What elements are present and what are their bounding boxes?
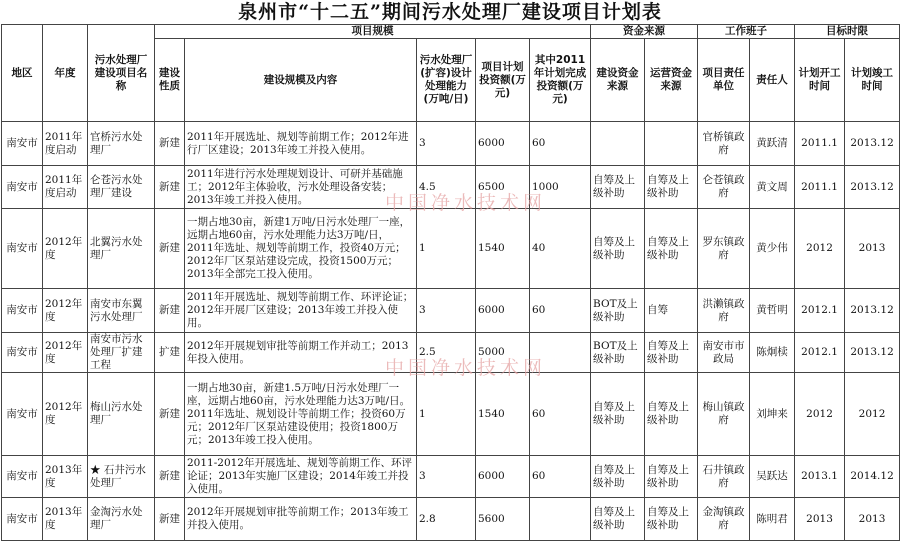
cell-content: 一期占地30亩，新建1.5万吨/日污水处理厂一座，远期占地60亩，污水处理能力达3万吨/日。2011年选址、规划设计等前期工作；投资60万元；2012年厂区泵站建设使用；投资1800万元；2013年竣工投入使用。: [185, 373, 417, 456]
header-investment: 项目计划投资额(万元): [476, 39, 530, 122]
cell-name: 梅山污水处理厂: [88, 373, 155, 456]
cell-region: 南安市: [2, 373, 43, 456]
cell-nature: 扩建: [155, 333, 185, 373]
header-group-target: 目标时限: [795, 25, 900, 39]
cell-operation-fund: [645, 122, 698, 166]
page-title: 泉州市“十二五”期间污水处理厂建设项目计划表: [238, 1, 662, 23]
cell-planned-2011: 60: [530, 456, 591, 498]
cell-planned-2011: 60: [530, 122, 591, 166]
cell-plan-complete: 2013: [845, 209, 900, 289]
cell-plan-start: 2012: [795, 373, 845, 456]
cell-plan-start: 2013: [795, 498, 845, 541]
cell-responsible-unit: 梅山镇政府: [698, 373, 750, 456]
cell-year: 2011年度启动: [43, 166, 88, 209]
project-plan-table: [1, 24, 900, 541]
table-row: [2, 209, 900, 289]
cell-responsible-unit: 洪濑镇政府: [698, 289, 750, 333]
table-row: [2, 498, 900, 541]
cell-plan-start: 2013.1: [795, 456, 845, 498]
cell-responsible-unit: 仑苍镇政府: [698, 166, 750, 209]
cell-investment: 1540: [476, 373, 530, 456]
cell-plan-complete: 2013.12: [845, 122, 900, 166]
cell-construction-fund: 自筹及上级补助: [591, 456, 645, 498]
cell-capacity: 2.5: [417, 333, 476, 373]
cell-responsible-person: 刘坤来: [750, 373, 795, 456]
cell-investment: 6000: [476, 122, 530, 166]
table-row: [2, 333, 900, 373]
cell-construction-fund: 自筹及上级补助: [591, 373, 645, 456]
cell-nature: 新建: [155, 498, 185, 541]
cell-capacity: 1: [417, 373, 476, 456]
cell-region: 南安市: [2, 456, 43, 498]
header-capacity: 污水处理厂(扩容)设计处理能力(万吨/日): [417, 39, 476, 122]
cell-year: 2013年度: [43, 456, 88, 498]
table-row: [2, 289, 900, 333]
header-planned-2011: 其中2011年计划完成投资额(万元): [530, 39, 591, 122]
table-row: [2, 122, 900, 166]
cell-nature: 新建: [155, 122, 185, 166]
cell-construction-fund: 自筹及上级补助: [591, 166, 645, 209]
cell-region: 南安市: [2, 498, 43, 541]
cell-responsible-person: 黄少伟: [750, 209, 795, 289]
cell-planned-2011: [530, 333, 591, 373]
header-construction-fund: 建设资金来源: [591, 39, 645, 122]
cell-planned-2011: 1000: [530, 166, 591, 209]
cell-plan-start: 2011.1: [795, 166, 845, 209]
cell-operation-fund: 自筹及上级补助: [645, 333, 698, 373]
cell-plan-complete: 2014.12: [845, 456, 900, 498]
cell-name: ★ 石井污水处理厂: [88, 456, 155, 498]
cell-content: 一期占地30亩，新建1万吨/日污水处理厂一座，远期占地60亩，污水处理能力达3万吨/日，2011年选址、规划等前期工作，投资40万元；2012年厂区泵站建设完成，投资1500万元；2013年全部完工投入使用。: [185, 209, 417, 289]
header-content: 建设规模及内容: [185, 39, 417, 122]
cell-responsible-unit: 罗东镇政府: [698, 209, 750, 289]
cell-construction-fund: 自筹及上级补助: [591, 209, 645, 289]
cell-operation-fund: 自筹及上级补助: [645, 456, 698, 498]
cell-year: 2013年度: [43, 498, 88, 541]
cell-year: 2012年度: [43, 289, 88, 333]
cell-investment: 5600: [476, 498, 530, 541]
watermark: 中国净水技术网: [385, 192, 547, 214]
cell-name: 金淘污水处理厂: [88, 498, 155, 541]
cell-plan-complete: 2012: [845, 373, 900, 456]
cell-operation-fund: 自筹及上级补助: [645, 166, 698, 209]
cell-plan-start: 2012.1: [795, 333, 845, 373]
cell-construction-fund: 自筹及上级补助: [591, 498, 645, 541]
cell-responsible-person: 陈炯椟: [750, 333, 795, 373]
cell-planned-2011: 40: [530, 209, 591, 289]
cell-year: 2012年度: [43, 373, 88, 456]
header-responsible-unit: 项目责任单位: [698, 39, 750, 122]
cell-nature: 新建: [155, 209, 185, 289]
cell-responsible-person: 陈明君: [750, 498, 795, 541]
watermark: 中国净水技术网: [385, 357, 547, 379]
cell-capacity: 3: [417, 456, 476, 498]
cell-region: 南安市: [2, 289, 43, 333]
header-group-funding: 资金来源: [591, 25, 698, 39]
cell-content: 2011年开展选址、规划等前期工作、环评论证；2012年开展厂区建设；2013年竣工并投入使用。: [185, 289, 417, 333]
cell-plan-start: 2012.1: [795, 289, 845, 333]
cell-content: 2012年开展规划审批等前期工作；2013年竣工并投入使用。: [185, 498, 417, 541]
cell-region: 南安市: [2, 122, 43, 166]
cell-plan-complete: 2013.12: [845, 333, 900, 373]
cell-nature: 新建: [155, 166, 185, 209]
header-name: 污水处理厂建设项目名称: [88, 25, 155, 122]
cell-region: 南安市: [2, 333, 43, 373]
cell-name: 北翼污水处理厂: [88, 209, 155, 289]
cell-planned-2011: 60: [530, 373, 591, 456]
cell-responsible-unit: 金淘镇政府: [698, 498, 750, 541]
header-group-team: 工作班子: [698, 25, 795, 39]
cell-region: 南安市: [2, 209, 43, 289]
header-operation-fund: 运营资金来源: [645, 39, 698, 122]
cell-investment: 1540: [476, 209, 530, 289]
cell-capacity: 4.5: [417, 166, 476, 209]
cell-operation-fund: 自筹及上级补助: [645, 373, 698, 456]
cell-operation-fund: 自筹及上级补助: [645, 209, 698, 289]
cell-investment: 6000: [476, 456, 530, 498]
cell-nature: 新建: [155, 373, 185, 456]
header-group-scale: 项目规模: [155, 25, 591, 39]
cell-name: 南安市污水处理厂扩建工程: [88, 333, 155, 373]
cell-responsible-unit: 南安市市政局: [698, 333, 750, 373]
table-row: [2, 166, 900, 209]
cell-responsible-person: 黄哲明: [750, 289, 795, 333]
cell-content: 2011年进行污水处理规划设计、可研并基础施工；2012年主体验收，污水处理设备安装；2013年竣工并投入使用。: [185, 166, 417, 209]
cell-capacity: 3: [417, 289, 476, 333]
header-plan-complete: 计划竣工时间: [845, 39, 900, 122]
cell-investment: 6500: [476, 166, 530, 209]
cell-name: 官桥污水处理厂: [88, 122, 155, 166]
cell-name: 仑苍污水处理厂建设: [88, 166, 155, 209]
cell-responsible-person: 吴跃达: [750, 456, 795, 498]
cell-content: 2011-2012年开展选址、规划等前期工作、环评论证；2013年实施厂区建设；2014年竣工并投入使用。: [185, 456, 417, 498]
cell-capacity: 2.8: [417, 498, 476, 541]
cell-year: 2012年度: [43, 209, 88, 289]
cell-operation-fund: 自筹及上级补助: [645, 498, 698, 541]
header-responsible-person: 责任人: [750, 39, 795, 122]
cell-name: 南安市东翼污水处理厂: [88, 289, 155, 333]
cell-responsible-unit: 官桥镇政府: [698, 122, 750, 166]
cell-investment: 5000: [476, 333, 530, 373]
cell-year: 2011年度启动: [43, 122, 88, 166]
cell-plan-complete: 2013: [845, 498, 900, 541]
header-year: 年度: [43, 25, 88, 122]
table-row: [2, 373, 900, 456]
table-row: [2, 456, 900, 498]
cell-construction-fund: BOT及上级补助: [591, 333, 645, 373]
cell-plan-start: 2011.1: [795, 122, 845, 166]
cell-nature: 新建: [155, 456, 185, 498]
cell-plan-start: 2012: [795, 209, 845, 289]
cell-capacity: 3: [417, 122, 476, 166]
cell-content: 2012年开展规划审批等前期工作并动工；2013年投入使用。: [185, 333, 417, 373]
cell-region: 南安市: [2, 166, 43, 209]
cell-content: 2011年开展选址、规划等前期工作；2012年进行厂区建设；2013年竣工并投入使用。: [185, 122, 417, 166]
header-plan-start: 计划开工时间: [795, 39, 845, 122]
cell-responsible-person: 黄跃清: [750, 122, 795, 166]
cell-plan-complete: 2013.12: [845, 289, 900, 333]
cell-responsible-person: 黄文周: [750, 166, 795, 209]
cell-year: 2012年度: [43, 333, 88, 373]
cell-planned-2011: 60: [530, 289, 591, 333]
cell-investment: 6000: [476, 289, 530, 333]
cell-planned-2011: [530, 498, 591, 541]
cell-construction-fund: [591, 122, 645, 166]
cell-responsible-unit: 石井镇政府: [698, 456, 750, 498]
cell-construction-fund: BOT及上级补助: [591, 289, 645, 333]
cell-capacity: 1: [417, 209, 476, 289]
cell-nature: 新建: [155, 289, 185, 333]
header-region: 地区: [2, 25, 43, 122]
cell-operation-fund: 自筹: [645, 289, 698, 333]
cell-plan-complete: 2013.12: [845, 166, 900, 209]
header-nature: 建设性质: [155, 39, 185, 122]
